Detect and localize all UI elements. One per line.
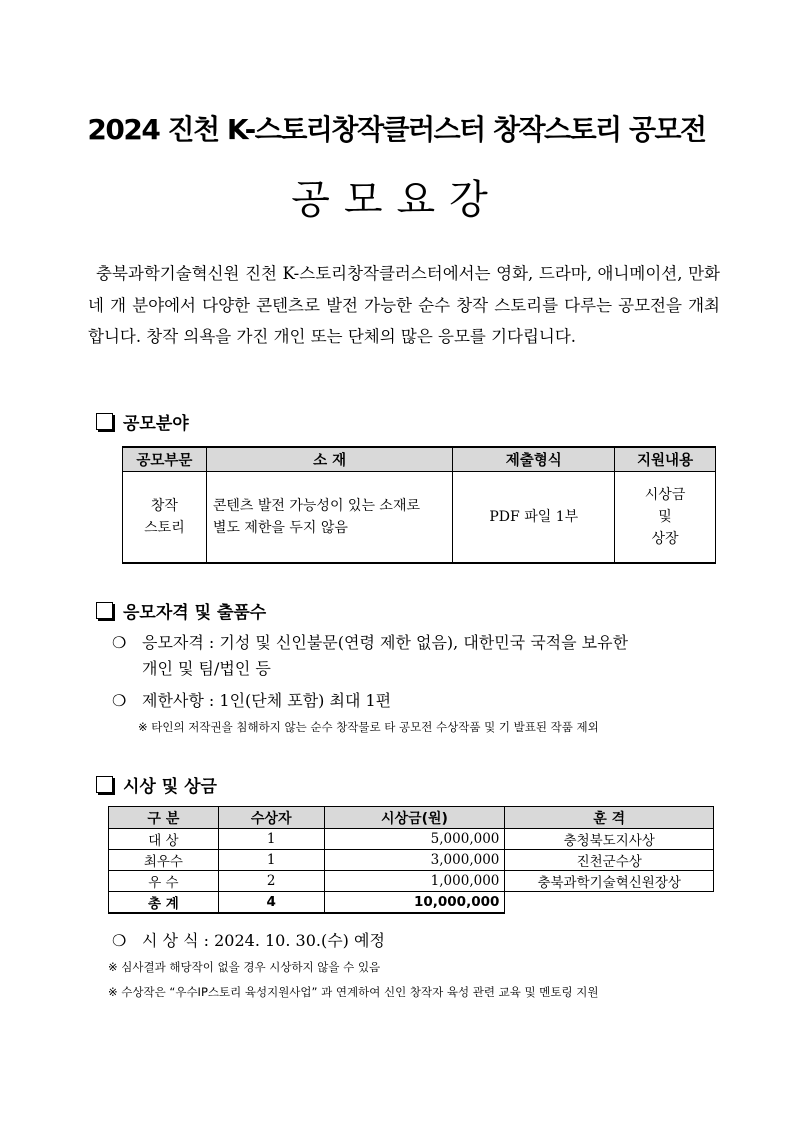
cell-text: 콘텐츠 발전 가능성이 있는 소재로 <box>212 498 420 514</box>
column-header: 소 재 <box>206 447 453 472</box>
section-heading-awards <box>96 772 217 797</box>
count-cell: 1 <box>218 829 324 850</box>
column-header: 시상금(원) <box>324 807 505 829</box>
intro-paragraph <box>88 258 720 353</box>
section-heading-label: 공모분야 <box>123 414 189 434</box>
cell-text: 시상금 <box>644 487 686 503</box>
checkbox-icon <box>96 776 113 793</box>
column-header: 공모부문 <box>123 447 207 472</box>
cell-text: 및 <box>658 509 672 525</box>
column-header: 수상자 <box>218 807 324 829</box>
circle-bullet-icon: ❍ <box>112 931 127 950</box>
total-amount-cell: 10,000,000 <box>324 892 505 914</box>
table-header-row <box>109 807 714 829</box>
support-cell <box>615 472 716 564</box>
honor-cell: 충북과학기술혁신원장상 <box>505 871 714 892</box>
amount-cell: 3,000,000 <box>324 850 505 871</box>
section-heading-eligibility <box>96 598 266 623</box>
section-heading-fields <box>96 409 189 434</box>
column-header: 구 분 <box>109 807 219 829</box>
item-text-continued: 개인 및 팀/법인 등 <box>142 659 271 678</box>
limit-item <box>112 688 391 714</box>
item-text: 시 상 식 : 2024. 10. 30.(수) 예정 <box>142 931 385 950</box>
fields-table <box>122 446 716 564</box>
table-row <box>109 829 714 850</box>
empty-cell <box>505 892 714 914</box>
cell-text: 창작 <box>150 498 178 514</box>
circle-bullet-icon: ❍ <box>112 633 127 652</box>
total-row <box>109 892 714 914</box>
grade-cell: 최우수 <box>109 850 219 871</box>
item-text: 제한사항 : 1인(단체 포함) 최대 1편 <box>142 691 392 710</box>
awards-table <box>108 806 714 914</box>
eligibility-item <box>112 630 628 682</box>
cell-text: 스토리 <box>144 520 185 536</box>
category-cell <box>123 472 207 564</box>
table-row <box>123 472 716 564</box>
ceremony-item <box>112 928 385 954</box>
section-heading-label: 시상 및 상금 <box>123 777 217 797</box>
section-heading-label: 응모자격 및 출품수 <box>123 603 267 623</box>
material-cell <box>206 472 453 564</box>
amount-cell: 5,000,000 <box>324 829 505 850</box>
checkbox-icon <box>96 413 113 430</box>
grade-cell: 대 상 <box>109 829 219 850</box>
total-count-cell: 4 <box>218 892 324 914</box>
total-label-cell: 총 계 <box>109 892 219 914</box>
checkbox-icon <box>96 602 113 619</box>
cell-text: 상장 <box>651 531 679 547</box>
cell-text: 별도 제한을 두지 않음 <box>212 520 348 536</box>
honor-cell: 충청북도지사상 <box>505 829 714 850</box>
table-row <box>109 850 714 871</box>
eligibility-note: ※ 타인의 저작권을 침해하지 않는 순수 창작물로 타 공모전 수상작품 및 기 발표된 작품 제외 <box>138 720 599 734</box>
circle-bullet-icon: ❍ <box>112 691 127 710</box>
item-text: 응모자격 : 기성 및 신인불문(연령 제한 없음), 대한민국 국적을 보유한 <box>142 633 629 652</box>
table-header-row <box>123 447 716 472</box>
document-title: 2024 진천 K-스토리창작클러스터 창작스토리 공모전 <box>87 113 706 146</box>
awards-note-1: ※ 심사결과 해당작이 없을 경우 시상하지 않을 수 있음 <box>108 960 381 974</box>
column-header: 훈 격 <box>505 807 714 829</box>
intro-text: 충북과학기술혁신원 진천 K-스토리창작클러스터에서는 영화, 드라마, 애니메이션, 만화 네 개 분야에서 다양한 콘텐츠로 발전 가능한 순수 창작 스토리를 다루는 공모전을 개최합니다. 창작 의욕을 가진 개인 또는 단체의 많은 응모를 기다립니다. <box>88 264 720 346</box>
column-header: 제출형식 <box>453 447 615 472</box>
table-row <box>109 871 714 892</box>
count-cell: 2 <box>218 871 324 892</box>
count-cell: 1 <box>218 850 324 871</box>
format-cell: PDF 파일 1부 <box>453 472 615 564</box>
honor-cell: 진천군수상 <box>505 850 714 871</box>
awards-note-2: ※ 수상작은 “우수IP스토리 육성지원사업” 과 연계하여 신인 창작자 육성 관련 교육 및 멘토링 지원 <box>108 985 599 999</box>
grade-cell: 우 수 <box>109 871 219 892</box>
column-header: 지원내용 <box>615 447 716 472</box>
amount-cell: 1,000,000 <box>324 871 505 892</box>
document-subtitle: 공모요강 <box>291 177 502 223</box>
